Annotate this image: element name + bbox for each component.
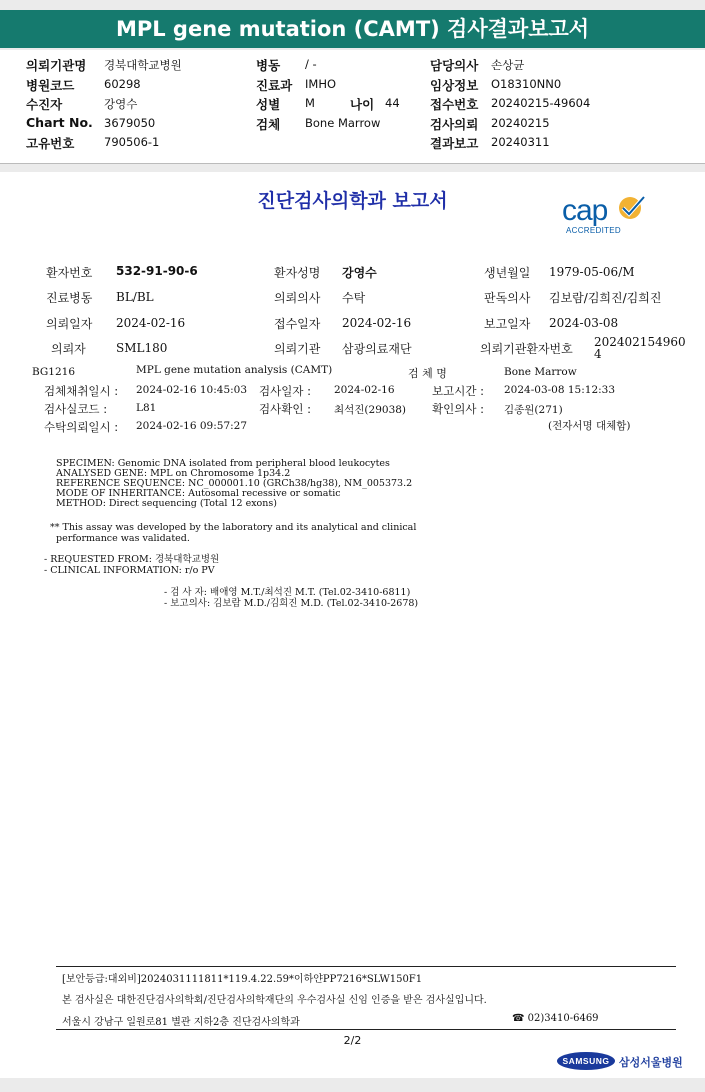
- phone-line: ☎ 02)3410-6469: [512, 1013, 599, 1024]
- collection-time-value: 2024-02-16 10:45:03: [136, 384, 248, 396]
- method-line-method: METHOD: Direct sequencing (Total 12 exons): [56, 498, 277, 509]
- requester-value: SML180: [116, 341, 168, 355]
- report-date-label: 보고일자: [484, 317, 531, 331]
- exam-date-label: 검사일자 :: [259, 384, 311, 398]
- department-value: IMHO: [305, 77, 337, 91]
- page-number: 2/2: [343, 1034, 362, 1047]
- unique-id-label: 고유번호: [26, 136, 75, 151]
- order-info-panel: [0, 50, 705, 164]
- cap-logo-word: cap: [562, 194, 608, 227]
- validation-note-line1: ** This assay was developed by the laboratory and its analytical and clinical: [50, 522, 417, 533]
- ward-label: 병동: [256, 58, 281, 73]
- requested-from: - REQUESTED FROM: 경북대학교병원: [44, 554, 220, 565]
- specimen-label: 검체: [256, 117, 281, 132]
- exam-confirm-value: 최석진(29038): [334, 404, 407, 416]
- unique-id-value: 790506-1: [104, 135, 160, 149]
- clinical-info-value: O18310NN0: [491, 77, 562, 91]
- result-report-value: 20240311: [491, 135, 550, 149]
- sex-label: 성별: [256, 97, 281, 112]
- cap-accredited-text: ACCREDITED: [566, 226, 622, 235]
- cap-accredited-logo: [556, 192, 662, 238]
- method-line-specimen: SPECIMEN: Genomic DNA isolated from peripheral blood leukocytes: [56, 458, 390, 469]
- result-report-label: 결과보고: [430, 136, 479, 151]
- report-title: 진단검사의학과 보고서: [257, 190, 448, 212]
- test-name: MPL gene mutation analysis (CAMT): [136, 364, 333, 376]
- report-date-value: 2024-03-08: [549, 316, 619, 330]
- requesting-institution-label: 의뢰기관명: [26, 58, 87, 73]
- chart-no-value: 3679050: [104, 116, 156, 130]
- requester-label: 의뢰자: [51, 342, 86, 356]
- reading-doctor-label: 판독의사: [484, 291, 531, 305]
- org-patient-no-label: 의뢰기관환자번호: [480, 342, 573, 356]
- age-label: 나이: [350, 97, 375, 112]
- ward-unit-label: 진료병동: [46, 291, 93, 305]
- confirm-doctor-label: 확인의사 :: [432, 402, 484, 416]
- reading-doctor-value: 김보람/김희진/김희진: [549, 291, 662, 305]
- specimen-name-value: Bone Marrow: [504, 366, 577, 378]
- ward-value: / -: [305, 57, 317, 71]
- patient-no-value: 532-91-90-6: [116, 264, 198, 278]
- examiner-line: - 검 사 자: 배애영 M.T./최석진 M.T. (Tel.02-3410-6811): [164, 587, 411, 598]
- hospital-code-label: 병원코드: [26, 78, 75, 93]
- referring-doctor-label: 의뢰의사: [274, 291, 321, 305]
- exam-date-value: 2024-02-16: [334, 384, 395, 396]
- report-time-label: 보고시간 :: [432, 384, 484, 398]
- samsung-logo-mark: SAMSUNG: [557, 1052, 615, 1070]
- method-line-inheritance: MODE OF INHERITANCE: Autosomal recessive or somatic: [56, 488, 341, 499]
- receipt-no-value: 20240215-49604: [491, 96, 591, 110]
- receipt-date-label: 접수일자: [274, 317, 321, 331]
- receipt-date-value: 2024-02-16: [342, 316, 412, 330]
- consign-time-value: 2024-02-16 09:57:27: [136, 420, 248, 432]
- address-line: 서울시 강남구 일원로81 별관 지하2층 진단검사의학과: [62, 1017, 300, 1028]
- report-header-title: MPL gene mutation (CAMT) 검사결과보고서: [0, 10, 705, 48]
- collection-time-label: 검체채취일시 :: [44, 384, 119, 398]
- security-line: [보안등급:대외비]2024031111811*119.4.22.59*이하얀PP7216*SLW150F1: [62, 974, 423, 985]
- test-request-label: 검사의뢰: [430, 117, 479, 132]
- test-request-value: 20240215: [491, 116, 550, 130]
- examinee-label: 수진자: [26, 97, 63, 112]
- requesting-institution-value: 경북대학교병원: [104, 58, 182, 72]
- e-signature-note: (전자서명 대체함): [548, 420, 631, 432]
- footer-top-rule: [56, 966, 676, 967]
- requesting-org-value: 삼광의료재단: [342, 342, 412, 356]
- reporting-doctor-line: - 보고의사: 김보람 M.D./김희진 M.D. (Tel.02-3410-2678): [164, 598, 419, 609]
- sex-value: M: [305, 96, 315, 110]
- birth-date-label: 생년월일: [484, 266, 531, 280]
- clinical-information: - CLINICAL INFORMATION: r/o PV: [44, 565, 215, 576]
- patient-no-label: 환자번호: [46, 266, 93, 280]
- age-value: 44: [385, 96, 400, 110]
- attending-doctor-value: 손상균: [491, 58, 525, 72]
- receipt-no-label: 접수번호: [430, 97, 479, 112]
- patient-name-label: 환자성명: [274, 266, 321, 280]
- chart-no-label: Chart No.: [26, 115, 93, 130]
- cap-check-icon: [616, 192, 648, 224]
- method-line-gene: ANALYSED GENE: MPL on Chromosome 1p34.2: [56, 468, 291, 479]
- examinee-value: 강영수: [104, 97, 138, 111]
- org-patient-no-value-2: 4: [594, 347, 602, 361]
- request-date-label: 의뢰일자: [46, 317, 93, 331]
- clinical-info-label: 임상정보: [430, 78, 479, 93]
- hospital-name: 삼성서울병원: [619, 1056, 683, 1069]
- test-code: BG1216: [32, 366, 76, 378]
- attending-doctor-label: 담당의사: [430, 58, 479, 73]
- certification-line: 본 검사실은 대한진단검사의학회/진단검사의학재단의 우수검사실 신임 인증을 받은 검사실입니다.: [62, 995, 487, 1006]
- patient-name-value: 강영수: [342, 266, 377, 280]
- consign-time-label: 수탁의뢰일시 :: [44, 420, 119, 434]
- validation-note-line2: performance was validated.: [56, 533, 190, 544]
- requesting-org-label: 의뢰기관: [274, 342, 321, 356]
- lab-code-value: L81: [136, 402, 157, 414]
- report-time-value: 2024-03-08 15:12:33: [504, 384, 616, 396]
- birth-date-value: 1979-05-06/M: [549, 265, 635, 279]
- org-patient-no-value: 202402154960: [594, 335, 686, 349]
- confirm-doctor-value: 김종원(271): [504, 404, 563, 416]
- referring-doctor-value: 수탁: [342, 291, 366, 305]
- lab-code-label: 검사실코드 :: [44, 402, 108, 416]
- report-page: [0, 172, 705, 1078]
- specimen-value: Bone Marrow: [305, 116, 381, 130]
- ward-unit-value: BL/BL: [116, 290, 154, 304]
- method-line-reference: REFERENCE SEQUENCE: NC_000001.10 (GRCh38/hg38), NM_005373.2: [56, 478, 413, 489]
- specimen-name-label: 검 체 명: [408, 367, 447, 380]
- department-label: 진료과: [256, 78, 293, 93]
- hospital-code-value: 60298: [104, 77, 141, 91]
- footer-bottom-rule: [56, 1029, 676, 1030]
- exam-confirm-label: 검사확인 :: [259, 402, 311, 416]
- request-date-value: 2024-02-16: [116, 316, 186, 330]
